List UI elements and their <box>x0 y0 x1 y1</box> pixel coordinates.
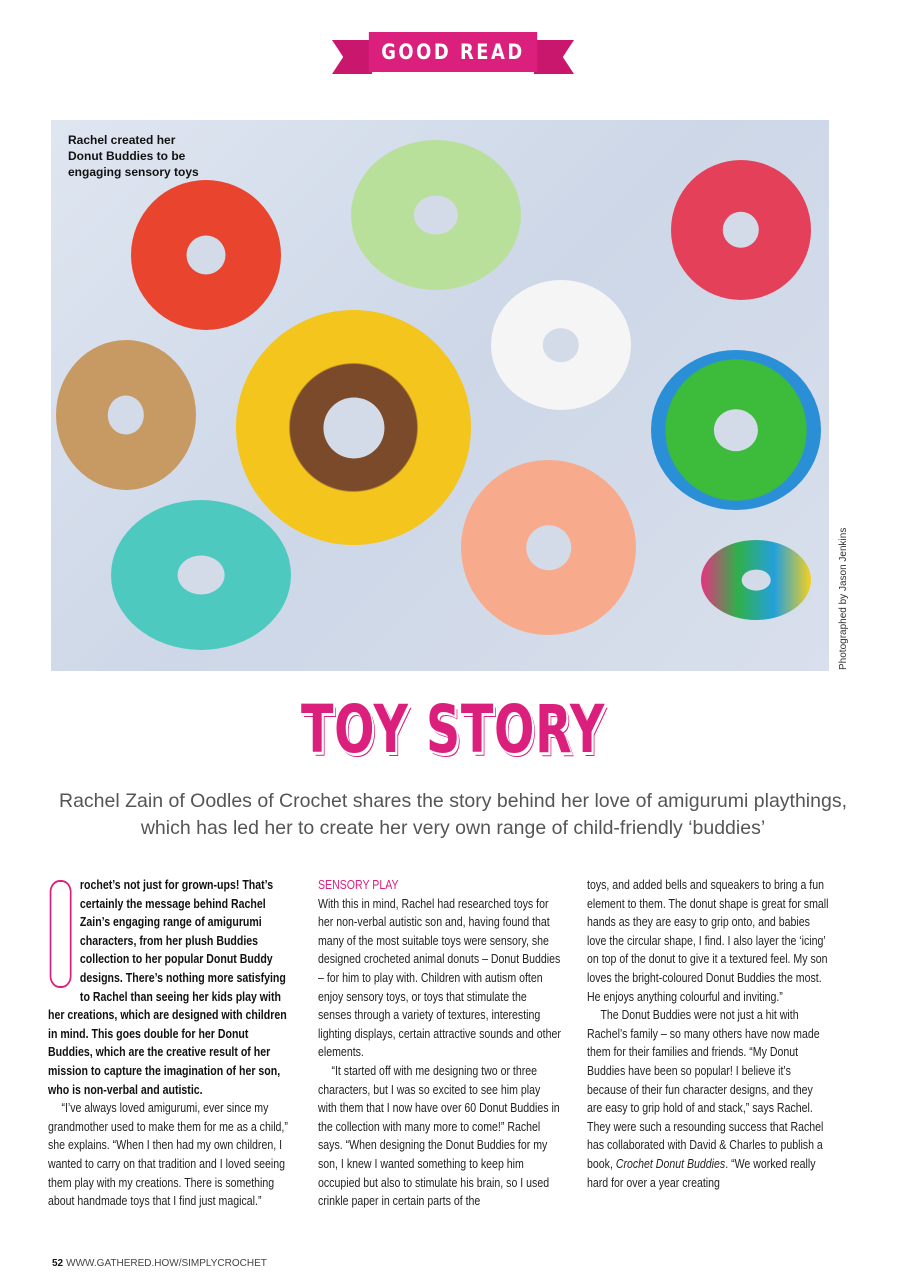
caption-line: Rachel created her <box>68 133 176 147</box>
article-title: TOY STORY <box>301 691 605 768</box>
drop-cap <box>50 880 72 988</box>
footer-url: WWW.GATHERED.HOW/SIMPLYCROCHET <box>66 1258 267 1269</box>
column-body <box>318 876 562 1211</box>
lead-paragraph: rochet’s not just for grown-ups! That’s certainly the message behind Rachel Zain’s engaging range of amigurumi characters, from her plush Buddies collection to her popular Donut Buddy designs. There’s nothing more satisfying to Rachel than seeing her kids play with her creations, which are designed with children in mind. This goes double for her Donut Buddies, which are the creative result of her mission to capture the imagination of her son, who is non-verbal and autistic. <box>48 878 287 1097</box>
donut-rainbow <box>701 540 811 620</box>
text: . “We worked really hard for over a year creating <box>587 1156 816 1190</box>
donut-jellyfish <box>461 460 636 635</box>
photo-caption <box>68 132 199 180</box>
banner-ribbon-right <box>534 40 574 74</box>
photo-credit: Photographed by Jason Jenkins <box>838 527 849 670</box>
paragraph: “It started off with me designing two or three characters, but I was so excited to see him play with them that I now have over 60 Donut Buddies in the collection with many more to come!” Rachel says. “When designing the Donut Buddies for my son, I knew I wanted something to keep him occupied but also to stimulate his brain, so I used crinkle paper in certain parts of the <box>318 1063 560 1209</box>
donut-snail <box>671 160 811 300</box>
book-title: Crochet Donut Buddies <box>615 1156 726 1171</box>
caption-line: Donut Buddies to be <box>68 149 186 163</box>
article-column-3 <box>587 876 831 1248</box>
paragraph: toys, and added bells and squeakers to bring a fun element to them. The donut shape is great for small hands as they are easy to grip onto, and babies love the circular shape, I find. I also layer the ‘icing’ on top of the donut to give it a textured feel. My son loves the bright-coloured Donut Buddies the most. He enjoys anything colourful and inviting.” <box>587 878 829 1004</box>
paragraph <box>587 1006 831 1192</box>
donut-yoda <box>351 140 521 290</box>
column-body <box>48 876 292 1211</box>
standfirst: Rachel Zain of Oodles of Crochet shares the story behind her love of amigurumi playthings, which has led her to create her very own range of child-friendly ‘buddies’ <box>59 790 847 839</box>
article-column-2 <box>318 876 562 1248</box>
donut-sunflower <box>236 310 471 545</box>
paragraph: With this in mind, Rachel had researched toys for her non-verbal autistic son and, having found that many of the most suitable toys were sensory, she designed crocheted animal donuts – Donut Buddies – for him to play with. Children with autism often enjoy sensory toys, or toys that stimulate the senses through a variety of textures, interesting lighting displays, certain attractive sounds and other elements. <box>318 896 561 1060</box>
article-column-1 <box>48 876 292 1248</box>
donut-fish <box>111 500 291 650</box>
section-banner <box>332 32 574 78</box>
subheading: SENSORY PLAY <box>318 878 399 892</box>
donut-octopus <box>131 180 281 330</box>
donut-unicorn <box>491 280 631 410</box>
page-footer <box>52 1258 267 1269</box>
banner-label: GOOD READ <box>369 32 537 72</box>
donut-dinosaur <box>651 350 821 510</box>
column-body <box>587 876 831 1192</box>
hero-photo <box>51 120 829 671</box>
paragraph: “I’ve always loved amigurumi, ever since my grandmother used to make them for me as a child,” she explains. “When I then had my own children, I wanted to carry on that tradition and I loved seeing them play with my creations. There is something about handmade toys that I find just magical.” <box>48 1101 288 1209</box>
text: The Donut Buddies were not just a hit with Rachel’s family – so many others have now made them for their families and friends. “My Donut Buddies have been so popular! I believe it’s because of their fun character designs, and they are easy to grip hold of and stack,” says Rachel. They were such a resounding success that Rachel has collaborated with David & Charles to publish a book, <box>587 1008 824 1171</box>
donut-hamster <box>56 340 196 490</box>
banner-ribbon-left <box>332 40 372 74</box>
caption-line: engaging sensory toys <box>68 165 199 179</box>
page-number: 52 <box>52 1258 64 1269</box>
